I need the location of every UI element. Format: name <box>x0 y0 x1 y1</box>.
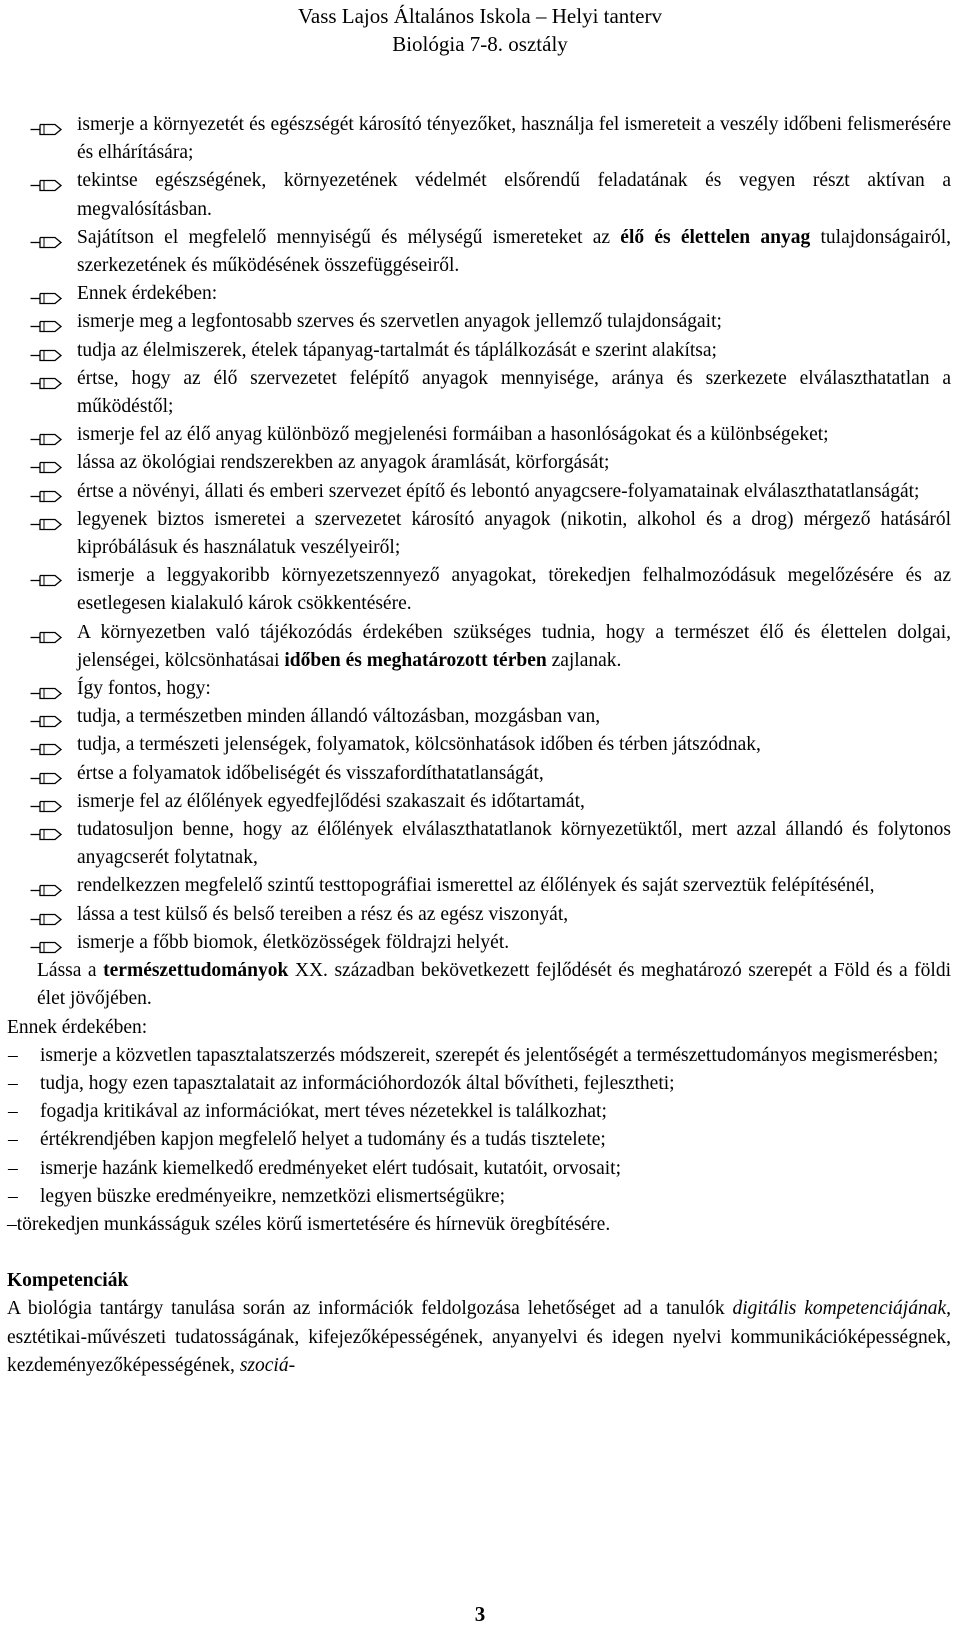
dash-list <box>7 1042 951 1211</box>
pen-bullet-icon <box>30 795 63 810</box>
dash-symbol: – <box>8 1101 18 1123</box>
dash-symbol: – <box>8 1072 18 1094</box>
pen-bullet-icon <box>30 344 63 359</box>
pen-bullet-icon <box>30 513 63 528</box>
bullet-item: Így fontos, hogy: <box>7 675 951 703</box>
pen-bullet-icon <box>30 174 63 189</box>
dash-item: – legyen büszke eredményeikre, nemzetközi elismertségükre; <box>7 1183 951 1211</box>
pen-bullet-icon <box>30 936 63 951</box>
dash-item: – fogadja kritikával az információkat, mert téves nézetekkel is találkozhat; <box>7 1098 951 1126</box>
bullet-item: legyenek biztos ismeretei a szervezetet károsító anyagok (nikotin, alkohol és a drog) mérgező hatásáról kipróbálásuk és használatuk veszélyeiről; <box>7 506 951 562</box>
pen-bullet-icon <box>30 823 63 838</box>
pen-bullet-icon <box>30 738 63 753</box>
pen-bullet-icon <box>30 372 63 387</box>
bullet-item: ismerje meg a legfontosabb szerves és szervetlen anyagok jellemző tulajdonságait; <box>7 308 951 336</box>
dash-item: – ismerje a közvetlen tapasztalatszerzés módszereit, szerepét és jelentőségét a természettudományos megismerésben; <box>7 1042 951 1070</box>
dash-item: – tudja, hogy ezen tapasztalatait az információhordozók által bővítheti, fejlesztheti; <box>7 1070 951 1098</box>
bullet-list <box>7 111 951 957</box>
header-school: Vass Lajos Általános Iskola – Helyi tanterv <box>298 4 662 28</box>
page-header <box>0 2 960 58</box>
pen-bullet-icon <box>30 428 63 443</box>
bullet-item: ismerje a környezetét és egészségét károsító tényezőket, használja fel ismereteit a veszély időbeni felismerésére és elhárítására; <box>7 111 951 167</box>
pen-bullet-icon <box>30 315 63 330</box>
header-subject: Biológia 7-8. osztály <box>392 32 568 56</box>
pen-bullet-icon <box>30 287 63 302</box>
dash-symbol: – <box>8 1044 18 1066</box>
pen-bullet-icon <box>30 767 63 782</box>
pen-bullet-icon <box>30 118 63 133</box>
pen-bullet-icon <box>30 908 63 923</box>
bullet-item: értse a folyamatok időbeliségét és visszafordíthatatlanságát, <box>7 760 951 788</box>
competencies-paragraph: A biológia tantárgy tanulása során az információk feldolgozása lehetőséget ad a tanulók digitális kompetenciájának, esztétikai-művészeti tudatosságának, kifejezőképességének, anyanyelvi és idegen nyelvi kommunikációképességnek, kezdeményezőképességének, szociá- <box>7 1298 951 1376</box>
dash-item-last: –törekedjen munkásságuk széles körű ismertetésére és hírnevük öregbítésére. <box>7 1213 611 1235</box>
bullet-item: ismerje fel az élő anyag különböző megjelenési formáiban a hasonlóságokat és a különbségeket; <box>7 421 951 449</box>
science-paragraph: Lássa a természettudományok XX. században bekövetkezett fejlődését és meghatározó szerepét a Föld és a földi élet jövőjében. <box>37 960 951 1010</box>
bullet-item: lássa a test külső és belső tereiben a rész és az egész viszonyát, <box>7 901 951 929</box>
ennek-label: Ennek érdekében: <box>7 1016 148 1038</box>
bullet-item: tudja, a természeti jelenségek, folyamatok, kölcsönhatások időben és térben játszódnak, <box>7 731 951 759</box>
competencies-heading: Kompetenciák <box>7 1270 129 1292</box>
bullet-item: lássa az ökológiai rendszerekben az anyagok áramlását, körforgását; <box>7 449 951 477</box>
bullet-item: értse, hogy az élő szervezetet felépítő anyagok mennyisége, aránya és szerkezete elválaszthatatlan a működéstől; <box>7 365 951 421</box>
pen-bullet-icon <box>30 231 63 246</box>
document-body <box>7 111 951 1380</box>
dash-symbol: – <box>8 1129 18 1151</box>
bullet-item: ismerje a leggyakoribb környezetszennyező anyagokat, törekedjen felhalmozódásuk megelőzésére és az esetlegesen kialakuló károk csökkentésére. <box>7 562 951 618</box>
pen-bullet-icon <box>30 456 63 471</box>
pen-bullet-icon <box>30 710 63 725</box>
dash-item: – ismerje hazánk kiemelkedő eredményeket elért tudósait, kutatóit, orvosait; <box>7 1155 951 1183</box>
bullet-item: ismerje fel az élőlények egyedfejlődési szakaszait és időtartamát, <box>7 788 951 816</box>
dash-item: – értékrendjében kapjon megfelelő helyet a tudomány és a tudás tisztelete; <box>7 1126 951 1154</box>
pen-bullet-icon <box>30 879 63 894</box>
pen-bullet-icon <box>30 626 63 641</box>
bullet-item: Sajátítson el megfelelő mennyiségű és mélységű ismereteket az élő és élettelen anyag tulajdonságairól, szerkezetének és működésének összefüggéseiről. <box>7 224 951 280</box>
bullet-item: tudja, a természetben minden állandó változásban, mozgásban van, <box>7 703 951 731</box>
dash-symbol: – <box>8 1185 18 1207</box>
bullet-item: tudatosuljon benne, hogy az élőlények elválaszthatatlanok környezetüktől, mert azzal állandó és folytonos anyagcserét folytatnak, <box>7 816 951 872</box>
dash-symbol: – <box>8 1157 18 1179</box>
pen-bullet-icon <box>30 569 63 584</box>
page-number: 3 <box>474 1602 486 1626</box>
bullet-item: rendelkezzen megfelelő szintű testtopográfiai ismerettel az élőlények és saját szerveztük felépítésénél, <box>7 872 951 900</box>
bullet-item: A környezetben való tájékozódás érdekében szükséges tudnia, hogy a természet élő és élettelen dolgai, jelenségei, kölcsönhatásai időben és meghatározott térben zajlanak. <box>7 619 951 675</box>
bullet-item: Ennek érdekében: <box>7 280 951 308</box>
bullet-item: értse a növényi, állati és emberi szervezet építő és lebontó anyagcsere-folyamatainak elválaszthatatlanságát; <box>7 478 951 506</box>
bullet-item: ismerje a főbb biomok, életközösségek földrajzi helyét. <box>7 929 951 957</box>
bullet-item: tekintse egészségének, környezetének védelmét elsőrendű feladatának és vegyen részt aktívan a megvalósításban. <box>7 167 951 223</box>
pen-bullet-icon <box>30 682 63 697</box>
pen-bullet-icon <box>30 485 63 500</box>
bullet-item: tudja az élelmiszerek, ételek tápanyag-tartalmát és táplálkozását e szerint alakítsa; <box>7 337 951 365</box>
